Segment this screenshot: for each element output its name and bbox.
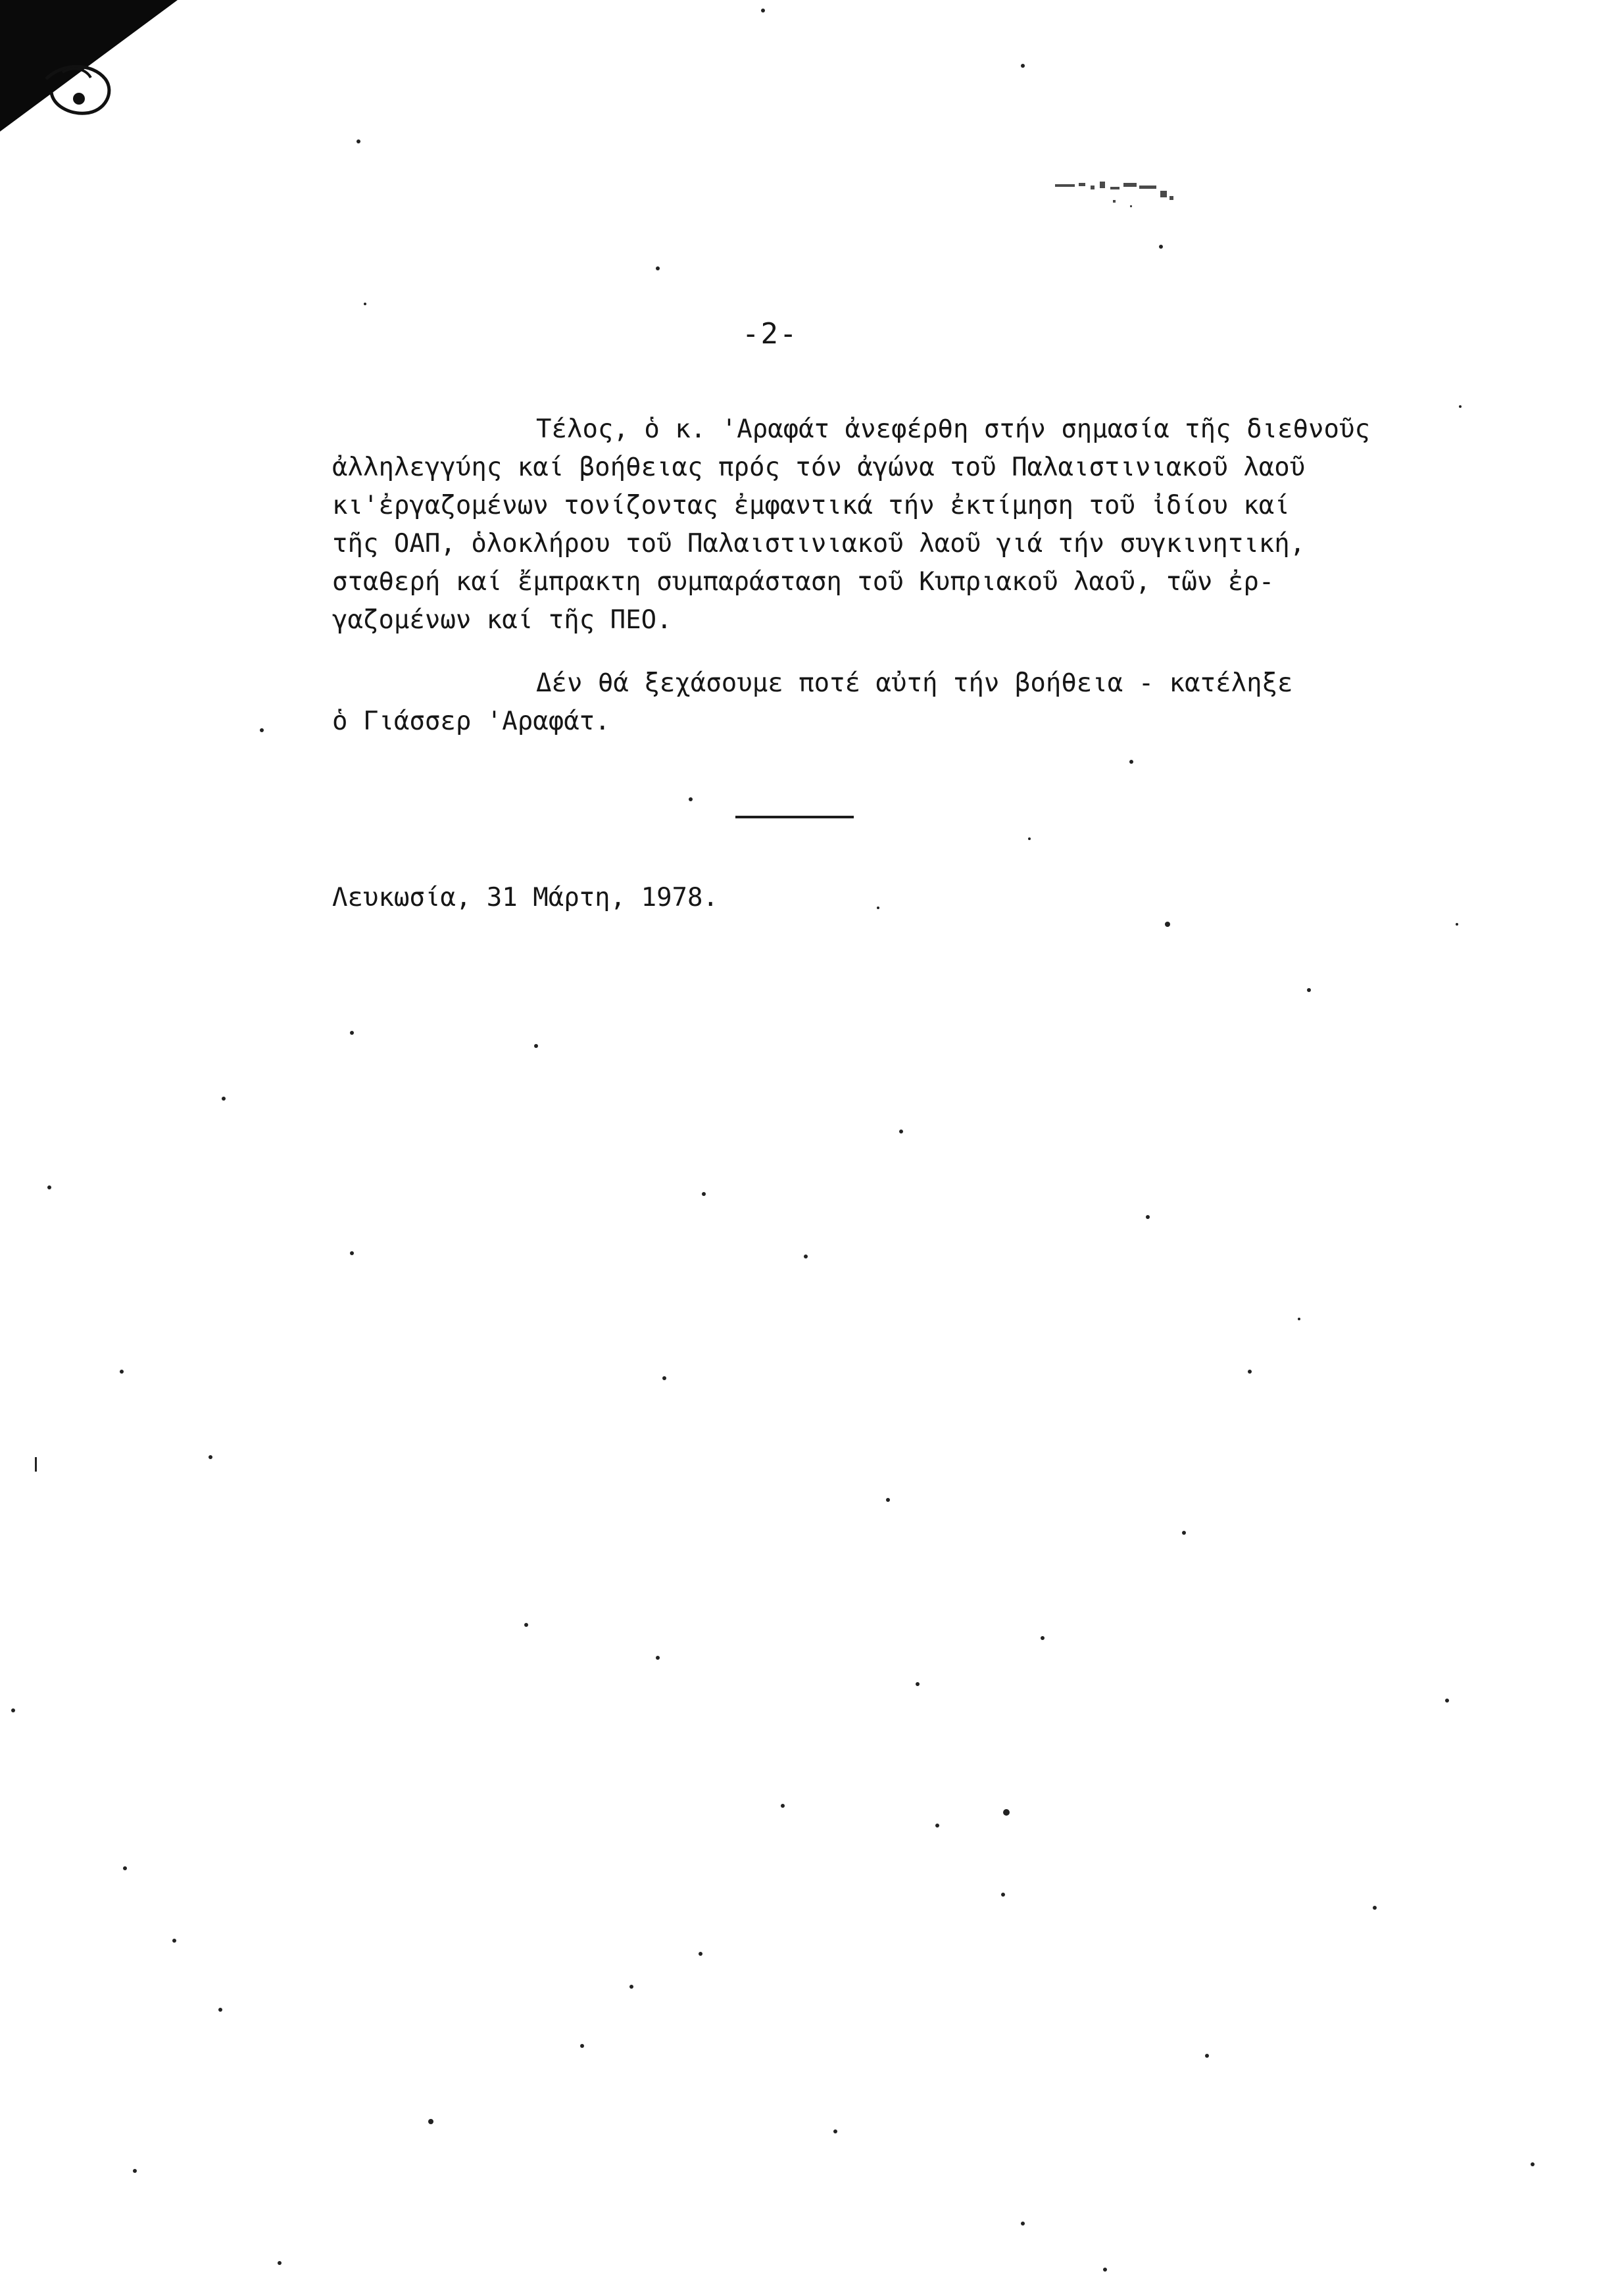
- paragraph-line: γαζομένων καί τῆς ΠΕΟ.: [332, 605, 672, 635]
- paragraph-line: ἀλληλεγγύης καί βοήθειας πρός τόν ἀγώνα τοῦ Παλαιστινιακοῦ λαοῦ: [332, 453, 1306, 482]
- paragraph-line: κι'ἐργαζομένων τονίζοντας ἐμφαντικά τήν ἐκτίμηση τοῦ ἰδίου καί: [332, 491, 1290, 520]
- paragraph-line: ὁ Γιάσσερ 'Αραφάτ.: [332, 707, 610, 736]
- paragraph-line: τῆς ΟΑΠ, ὁλοκλήρου τοῦ Παλαιστινιακοῦ λαοῦ γιά τήν συγκινητική,: [332, 529, 1306, 559]
- paragraph-line: σταθερή καί ἔμπρακτη συμπαράσταση τοῦ Κυπριακοῦ λαοῦ, τῶν ἐρ-: [332, 567, 1275, 597]
- paragraph-line: Τέλος, ὁ κ. 'Αραφάτ ἀνεφέρθη στήν σημασία τῆς διεθνοῦς: [536, 414, 1370, 444]
- dateline: Λευκωσία, 31 Μάρτη, 1978.: [332, 883, 718, 912]
- page-number: -2-: [742, 317, 799, 351]
- paragraph-line: Δέν θά ξεχάσουμε ποτέ αὐτή τήν βοήθεια - κατέληξε: [536, 668, 1293, 698]
